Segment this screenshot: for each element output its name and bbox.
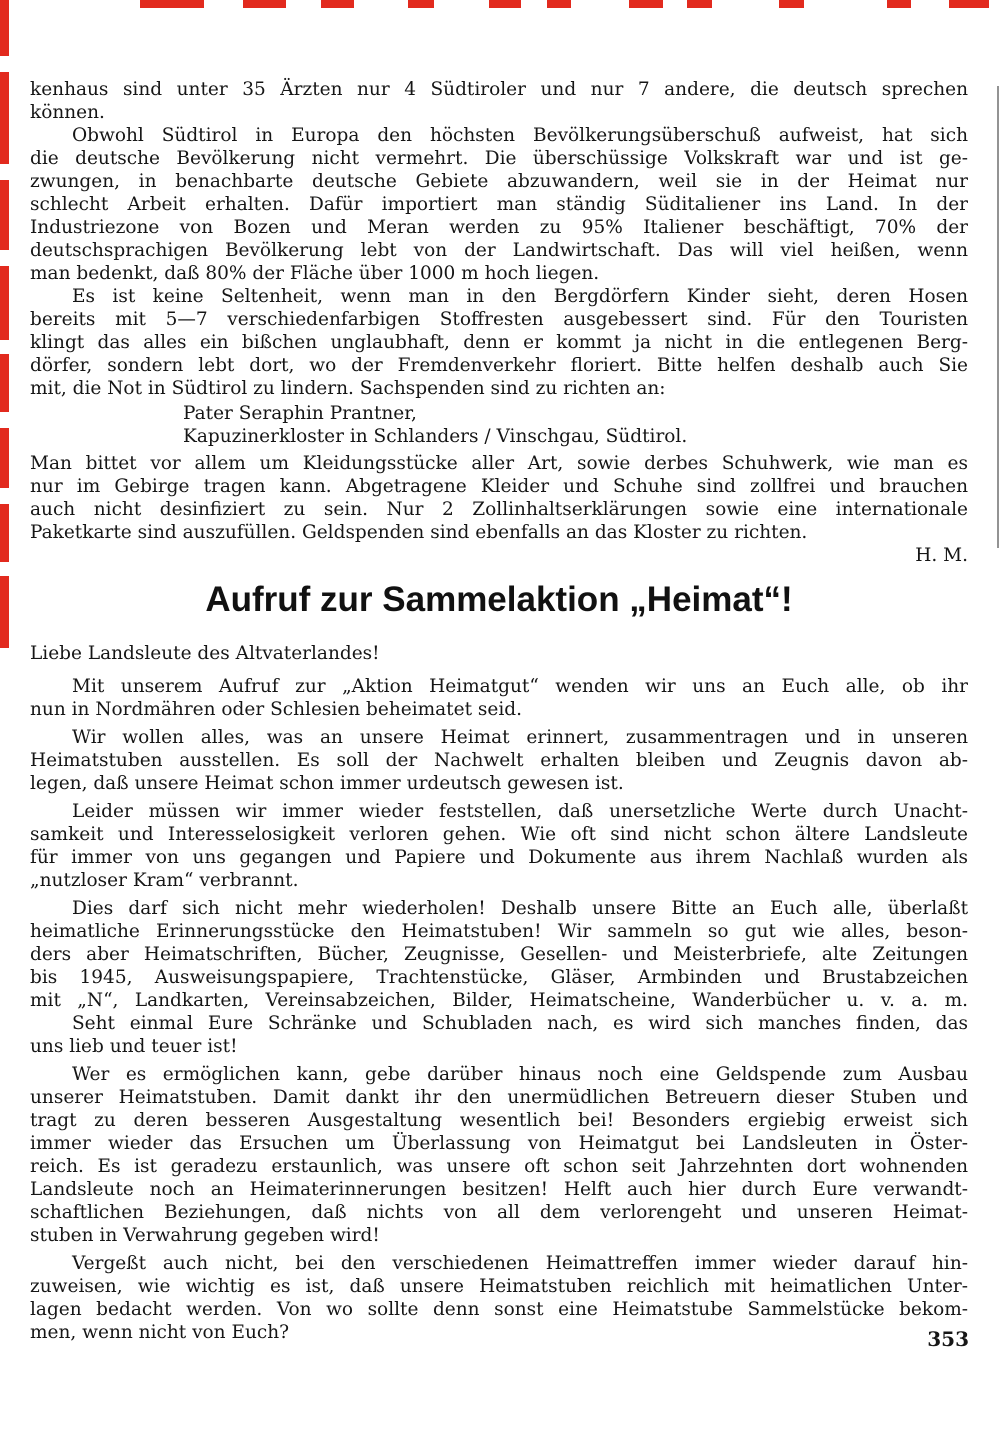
text-line: klingt das alles ein bißchen unglaubhaft, denn er kommt ja nicht in die entlegenen Berg- [30, 332, 968, 353]
text-line: auch nicht desinfiziert zu sein. Nur 2 Zollinhaltserklärungen sowie eine internationale [30, 499, 968, 520]
paragraph [30, 675, 968, 721]
text-line: uns lieb und teuer ist! [30, 1036, 238, 1057]
text-line: Mit unserem Aufruf zur „Aktion Heimatgut“ wenden wir uns an Euch alle, ob ihr [72, 676, 968, 697]
text-line: Es ist keine Seltenheit, wenn man in den Bergdörfern Kinder sieht, deren Hosen [72, 286, 968, 307]
text-line: Industriezone von Bozen und Meran werden zu 95% Italiener beschäftigt, 70% der [30, 217, 968, 238]
text-line: man bedenkt, daß 80% der Fläche über 1000 m hoch liegen. [30, 263, 600, 284]
text-line: immer wieder das Ersuchen um Überlassung von Heimatgut bei Landsleuten in Öster- [30, 1133, 968, 1154]
text-line: bereits mit 5—7 verschiedenfarbigen Stoffresten ausgebessert sind. Für den Touristen [30, 309, 968, 330]
address-block [183, 402, 968, 448]
text-block [30, 78, 968, 1344]
paragraph [30, 1252, 968, 1344]
suedtirol-paragraphs [30, 78, 968, 400]
text-line: Paketkarte sind auszufüllen. Geldspenden sind ebenfalls an das Kloster zu richten. [30, 522, 808, 543]
red-edge-mark [547, 0, 571, 8]
paragraph [30, 452, 968, 544]
text-line: schlecht Arbeit erhalten. Dafür importiert man ständig Süditaliener ins Land. In der [30, 194, 968, 215]
text-line: die deutsche Bevölkerung nicht vermehrt. Die überschüssige Volkskraft war und ist ge- [30, 148, 968, 169]
red-edge-mark [687, 0, 712, 8]
text-line: schaftlichen Beziehungen, daß nichts von all dem verlorengeht und unseren Heimat- [30, 1202, 968, 1223]
text-line: mit, die Not in Südtirol zu lindern. Sachspenden sind zu richten an: [30, 378, 666, 399]
red-edge-mark [140, 0, 204, 8]
red-edge-mark [0, 428, 9, 488]
text-line: mit „N“, Landkarten, Vereinsabzeichen, Bilder, Heimatscheine, Wanderbücher u. v. a. m. [30, 990, 968, 1011]
red-edge-mark [0, 354, 9, 412]
red-edge-mark [0, 72, 9, 164]
text-line: Wer es ermöglichen kann, gebe darüber hinaus noch eine Geldspende zum Ausbau [72, 1064, 968, 1085]
red-edge-mark [0, 504, 9, 562]
text-line: zuweisen, wie wichtig es ist, daß unsere Heimatstuben reichlich mit heimatlichen Unter- [30, 1276, 968, 1297]
red-edge-mark [0, 266, 9, 340]
text-line: stuben in Verwahrung gegeben wird! [30, 1225, 380, 1246]
red-edge-mark [887, 0, 911, 8]
text-line: Dies darf sich nicht mehr wiederholen! Deshalb unsere Bitte an Euch alle, überlaßt [72, 898, 968, 919]
text-line: Man bittet vor allem um Kleidungsstücke aller Art, sowie derbes Schuhwerk, wie man es [30, 453, 968, 474]
paragraph [30, 800, 968, 892]
paragraph [30, 1012, 968, 1058]
text-line: können. [30, 102, 105, 123]
text-line: nur im Gebirge tragen kann. Abgetragene Kleider und Schuhe sind zollfrei und brauchen [30, 476, 968, 497]
paragraph [30, 78, 968, 124]
text-line: lagen bedacht werden. Von wo sollte denn sonst eine Heimatstube Sammelstücke bekom- [30, 1299, 968, 1320]
text-line: samkeit und Interesselosigkeit verloren gehen. Wie oft sind nicht schon ältere Landsleute [30, 824, 968, 845]
text-line: reich. Es ist geradezu erstaunlich, was unsere oft schon seit Jahrzehnten dort wohnenden [30, 1156, 968, 1177]
text-line: deutschsprachigen Bevölkerung lebt von der Landwirtschaft. Das will viel heißen, wenn [30, 240, 968, 261]
text-line: Obwohl Südtirol in Europa den höchsten Bevölkerungsüberschuß aufweist, hat sich [72, 125, 968, 146]
scan-gutter-line [997, 86, 999, 548]
red-edge-mark [489, 0, 521, 8]
red-edge-mark [629, 0, 663, 8]
text-line: zwungen, in benachbarte deutsche Gebiete abzuwandern, weil sie in der Heimat nur [30, 171, 968, 192]
text-line: Heimatstuben ausstellen. Es soll der Nachwelt erhalten bleiben und Zeugnis davon ab- [30, 750, 968, 771]
text-line: legen, daß unsere Heimat schon immer urdeutsch gewesen ist. [30, 773, 624, 794]
red-edge-mark [0, 576, 9, 648]
red-edge-mark [0, 0, 9, 56]
text-line: tragt zu deren besseren Ausgestaltung wesentlich bei! Besonders ergiebig erweist sich [30, 1110, 968, 1131]
address-line: Kapuzinerkloster in Schlanders / Vinschgau, Südtirol. [183, 426, 688, 447]
red-edge-mark [0, 180, 9, 250]
text-line: nun in Nordmähren oder Schlesien beheimatet seid. [30, 699, 522, 720]
text-line: Seht einmal Eure Schränke und Schubladen nach, es wird sich manches finden, das [72, 1013, 968, 1034]
paragraph [30, 124, 968, 285]
article-heading: Aufruf zur Sammelaktion „Heimat“! [205, 580, 793, 619]
red-edge-mark [779, 0, 804, 8]
paragraph [30, 1063, 968, 1247]
text-line: Landsleute noch an Heimaterinnerungen besitzen! Helft auch hier durch Eure verwandt- [30, 1179, 968, 1200]
text-line: Vergeßt auch nicht, bei den verschiedenen Heimattreffen immer wieder darauf hin- [72, 1253, 968, 1274]
heimat-paragraphs [30, 675, 968, 1344]
red-edge-mark [243, 0, 286, 8]
red-edge-mark [408, 0, 434, 8]
text-line: men, wenn nicht von Euch? [30, 1322, 290, 1343]
red-edge-mark [949, 0, 989, 8]
text-line: „nutzloser Kram“ verbrannt. [30, 870, 299, 891]
page-number: 353 [927, 1327, 969, 1351]
article-suedtirol [30, 78, 968, 567]
text-line: ders aber Heimatschriften, Bücher, Zeugnisse, Gesellen- und Meisterbriefe, alte Zeitungen [30, 944, 968, 965]
red-edge-mark [321, 0, 354, 8]
text-line: dörfer, sondern lebt dort, wo der Fremdenverkehr floriert. Bitte helfen deshalb auch Sie [30, 355, 968, 376]
paragraph [30, 726, 968, 795]
text-line: unserer Heimatstuben. Damit dankt ihr den unermüdlichen Betreuern dieser Stuben und [30, 1087, 968, 1108]
paragraph [30, 285, 968, 400]
text-line: Wir wollen alles, was an unsere Heimat erinnert, zusammentragen und in unseren [72, 727, 968, 748]
text-line: bis 1945, Ausweisungspapiere, Trachtenstücke, Gläser, Armbinden und Brustabzeichen [30, 967, 968, 988]
text-line: heimatliche Erinnerungsstücke den Heimatstuben! Wir sammeln so gut wie alles, beson- [30, 921, 968, 942]
signature-initials: H. M. [915, 545, 968, 566]
text-line: für immer von uns gegangen und Papiere und Dokumente aus ihrem Nachlaß wurden als [30, 847, 968, 868]
text-line: kenhaus sind unter 35 Ärzten nur 4 Südtiroler und nur 7 andere, die deutsch sprechen [30, 79, 968, 100]
paragraph [30, 897, 968, 1012]
text-line: Leider müssen wir immer wieder feststellen, daß unersetzliche Werte durch Unacht- [72, 801, 968, 822]
suedtirol-paragraphs-after-address [30, 452, 968, 544]
article-heimat [30, 642, 968, 1344]
salutation: Liebe Landsleute des Altvaterlandes! [30, 643, 380, 664]
address-line: Pater Seraphin Prantner, [183, 403, 417, 424]
